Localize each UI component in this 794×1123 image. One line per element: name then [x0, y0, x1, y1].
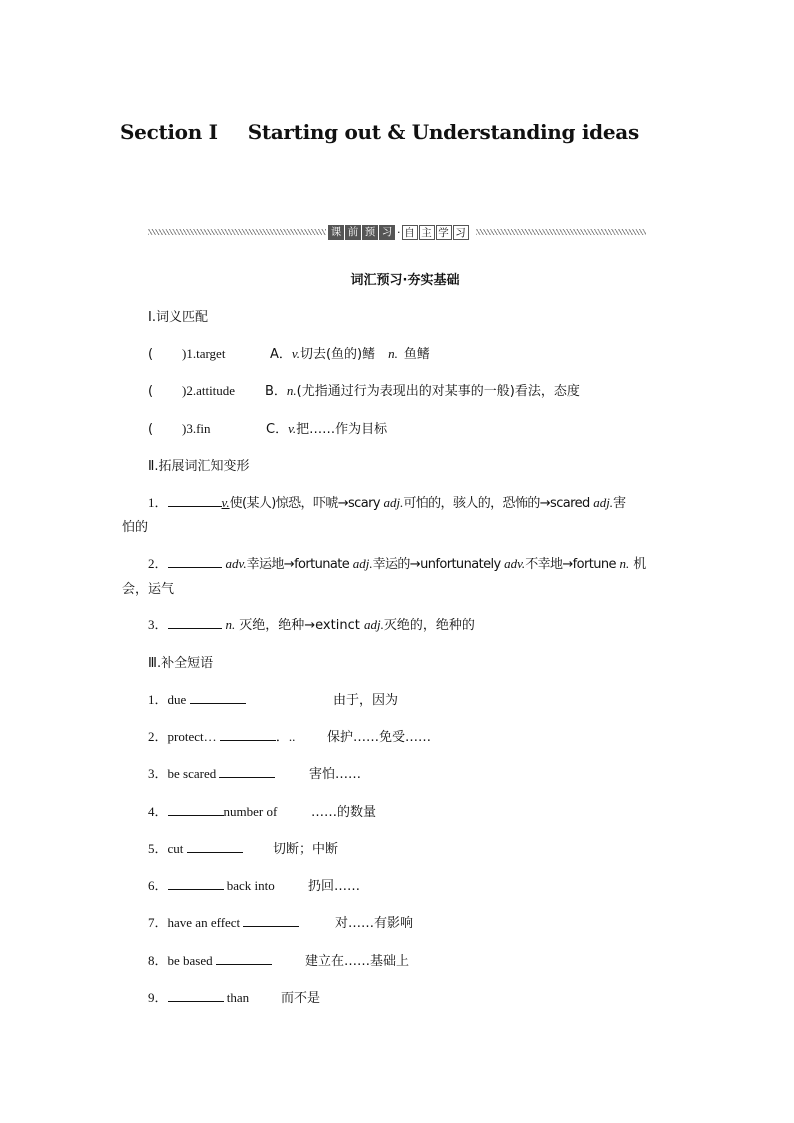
- match-row: ( )3.fin: [148, 421, 211, 437]
- phrase-item: 9． than: [148, 990, 250, 1005]
- phrase-item: 5．cut: [148, 838, 243, 857]
- banner-char: 学: [436, 225, 452, 240]
- match-word: )3.fin: [182, 421, 211, 436]
- answer-blank[interactable]: [168, 494, 222, 507]
- part3-heading: Ⅲ.补全短语: [148, 656, 214, 671]
- banner-char: 课: [328, 225, 344, 240]
- answer-blank[interactable]: [168, 877, 224, 890]
- match-option: B．n.(尤指通过行为表现出的对某事的一般)看法，态度: [265, 383, 580, 399]
- phrase-meaning: 害怕……: [309, 767, 362, 782]
- banner-char: 主: [419, 225, 435, 240]
- phrase-item: 4． number of: [148, 804, 278, 819]
- part1-heading: Ⅰ.词义匹配: [148, 310, 208, 325]
- word-form-item: 3． n. 灭绝，绝种→extinct adj.灭绝的，绝种的: [148, 617, 475, 633]
- phrase-meaning: 建立在……基础上: [305, 954, 410, 969]
- part2-heading: Ⅱ.拓展词汇知变形: [148, 459, 250, 474]
- banner-hatch-right: [476, 229, 646, 235]
- match-row: ( )1.target: [148, 346, 226, 362]
- word-form-continuation: 会，运气: [122, 582, 175, 597]
- answer-blank[interactable]: [190, 691, 246, 704]
- match-word: )1.target: [182, 346, 226, 361]
- phrase-item: 7．have an effect: [148, 912, 299, 931]
- section-name: Starting out & Understanding ideas: [247, 120, 639, 144]
- banner-char: 预: [362, 225, 378, 240]
- phrase-item: 3．be scared: [148, 763, 275, 782]
- phrase-meaning: 对……有影响: [335, 916, 414, 931]
- phrase-item: 6． back into: [148, 878, 275, 893]
- match-option: A．v.切去(鱼的)鳍 n. 鱼鳍: [270, 346, 430, 362]
- page-title: [120, 120, 639, 144]
- match-word: )2.attitude: [182, 383, 236, 398]
- word-form-continuation: 怕的: [122, 520, 149, 535]
- phrase-item: 2．protect… ．..: [148, 729, 296, 744]
- answer-blank[interactable]: [216, 952, 272, 965]
- phrase-item: 1．due: [148, 689, 246, 708]
- banner-char: 自: [402, 225, 418, 240]
- answer-blank[interactable]: [168, 989, 224, 1002]
- phrase-item: 8．be based: [148, 950, 272, 969]
- banner-dot: ·: [397, 225, 401, 239]
- phrase-meaning: 切断；中断: [273, 842, 339, 857]
- section-banner: [148, 224, 646, 240]
- answer-blank[interactable]: [168, 555, 222, 568]
- phrase-meaning: 保护……免受……: [327, 730, 432, 745]
- answer-blank[interactable]: [220, 728, 276, 741]
- answer-blank[interactable]: [187, 840, 243, 853]
- answer-blank[interactable]: [243, 914, 299, 927]
- answer-blank[interactable]: [168, 616, 222, 629]
- phrase-meaning: ……的数量: [311, 805, 377, 820]
- section-number: Section Ⅰ: [120, 120, 218, 144]
- answer-blank[interactable]: [168, 803, 224, 816]
- phrase-meaning: 由于，因为: [333, 693, 399, 708]
- answer-blank[interactable]: [219, 765, 275, 778]
- word-form-item: 2． adv.幸运地→fortunate adj.幸运的→unfortunately adv.不幸地→fortune n. 机: [148, 556, 647, 572]
- phrase-meaning: 而不是: [281, 991, 321, 1006]
- banner-hatch-left: [148, 229, 326, 235]
- banner-char: 习: [379, 225, 395, 240]
- word-form-item: 1． v.使(某人)惊恐，吓唬→scary adj.可怕的，骇人的，恐怖的→scared adj.害: [148, 495, 627, 511]
- match-option: C．v.把……作为目标: [266, 421, 388, 437]
- banner-char: 习: [453, 225, 469, 240]
- phrase-meaning: 扔回……: [308, 879, 361, 894]
- banner-label: [328, 224, 470, 240]
- vocab-subheading: 词汇预习·夯实基础: [350, 273, 460, 288]
- match-row: ( )2.attitude: [148, 383, 236, 399]
- banner-char: 前: [345, 225, 361, 240]
